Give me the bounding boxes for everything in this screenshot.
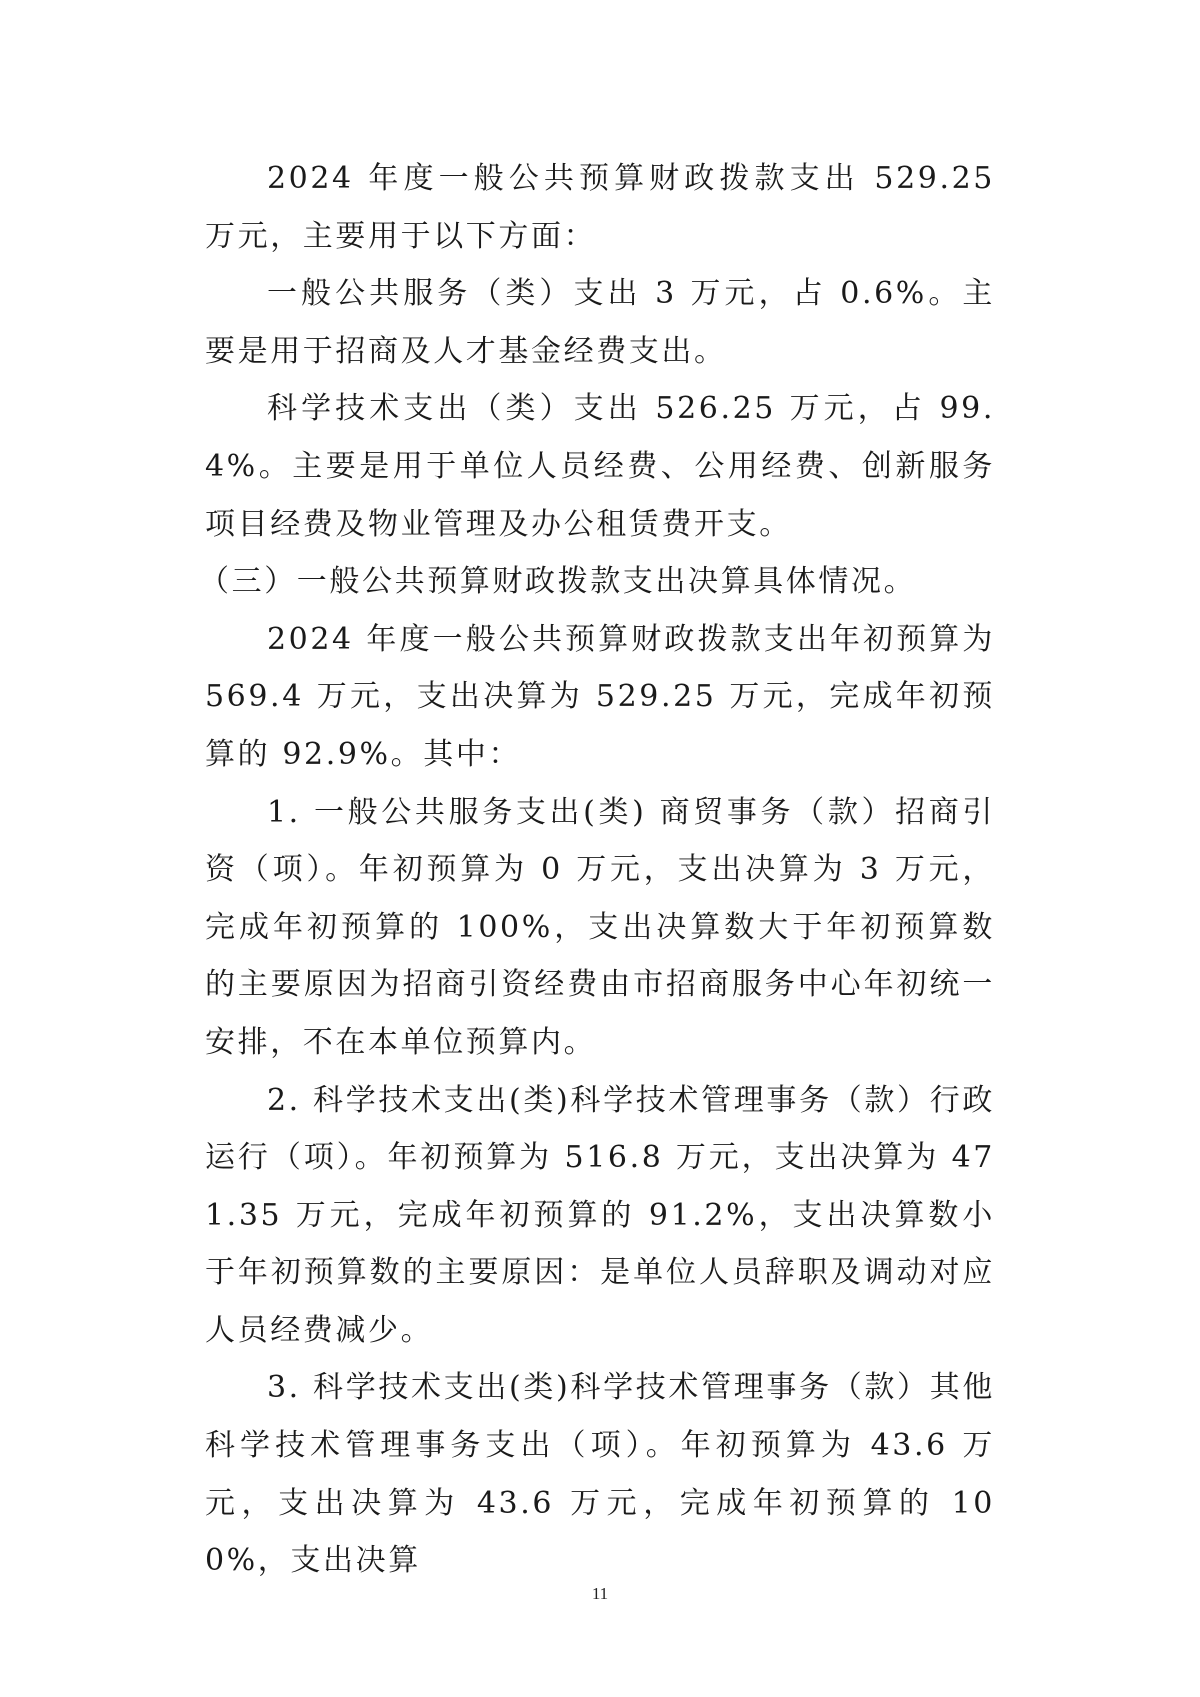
paragraph-general-public-services: 一般公共服务（类）支出 3 万元，占 0.6%。主要是用于招商及人才基金经费支出。 <box>205 276 995 369</box>
list-item-1: 1. 一般公共服务支出(类) 商贸事务（款）招商引资（项）。年初预算为 0 万元，支出决算为 3 万元，完成年初预算的 100%，支出决算数大于年初预算数的主要原因为招商引资经费由市招商服务中心年初统一安排，不在本单位预算内。 <box>205 794 995 1060</box>
list-item-3: 3. 科学技术支出(类)科学技术管理事务（款）其他科学技术管理事务支出（项）。年初预算为 43.6 万元，支出决算为 43.6 万元，完成年初预算的 100%，支出决算 <box>205 1370 995 1579</box>
page-number: 11 <box>591 1584 609 1603</box>
body-text <box>199 150 995 1590</box>
paragraph-total-expenditure: 2024 年度一般公共预算财政拨款支出 529.25 万元，主要用于以下方面： <box>205 161 995 254</box>
paragraph-science-technology: 科学技术支出（类）支出 526.25 万元，占 99.4%。主要是用于单位人员经费、公用经费、创新服务项目经费及物业管理及办公租赁费开支。 <box>205 391 995 542</box>
paragraph-budget-overview: 2024 年度一般公共预算财政拨款支出年初预算为 569.4 万元，支出决算为 529.25 万元，完成年初预算的 92.9%。其中： <box>205 621 995 772</box>
section-heading-3: （三）一般公共预算财政拨款支出决算具体情况。 <box>199 564 917 600</box>
list-item-2: 2. 科学技术支出(类)科学技术管理事务（款）行政运行（项）。年初预算为 516.8 万元，支出决算为 471.35 万元，完成年初预算的 91.2%，支出决算数小于年初预算数的主要原因：是单位人员辞职及调动对应人员经费减少。 <box>205 1082 995 1348</box>
